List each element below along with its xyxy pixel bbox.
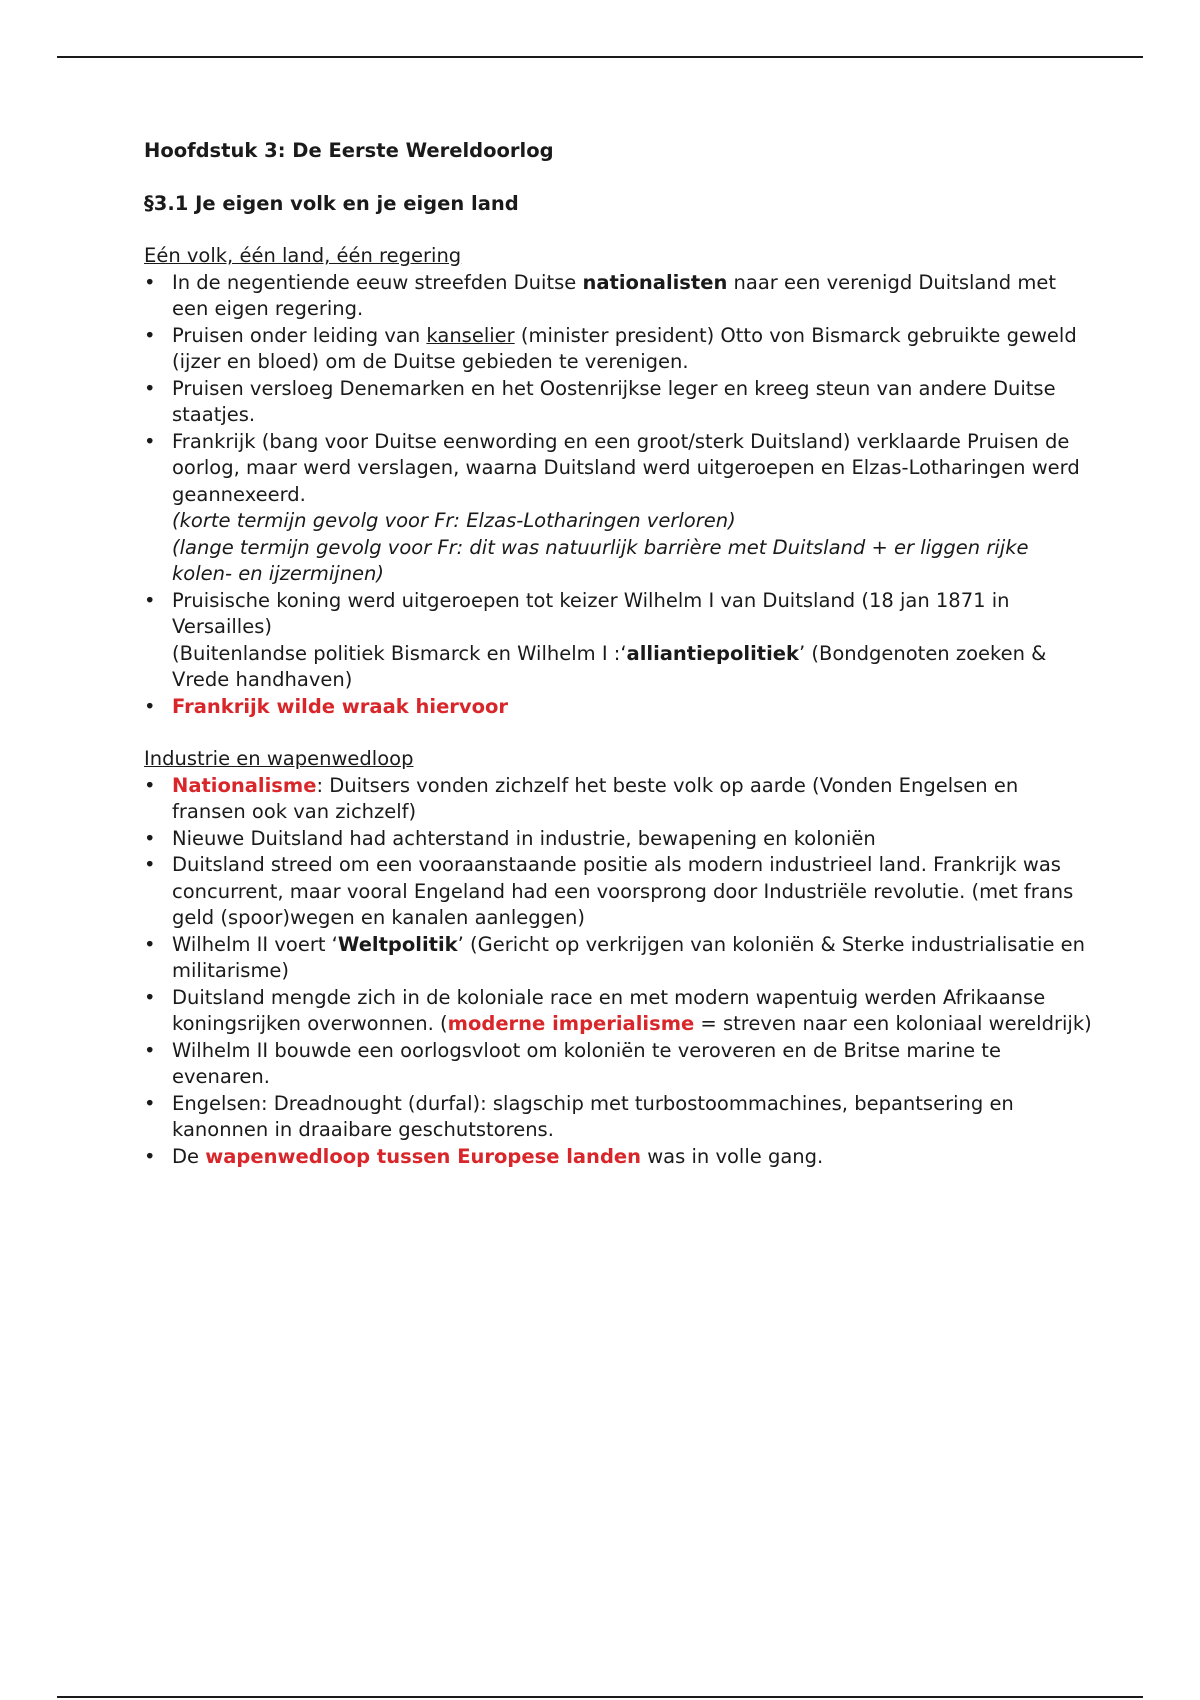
list-item: • Engelsen: Dreadnought (durfal): slagschip met turbostoommachines, bepantsering en kanonnen in draaibare geschutstorens. [144,1091,1094,1144]
list-item [144,932,1094,985]
red-emphasis: Frankrijk wilde wraak hiervoor [172,694,509,718]
bullet-list-een-volk [144,270,1094,721]
list-item [144,773,1094,826]
document-body [144,138,1094,1196]
chapter-title: Hoofdstuk 3: De Eerste Wereldoorlog [144,139,554,162]
italic-note: (lange termijn gevolg voor Fr: dit was natuurlijk barrière met Duitsland + er liggen rijke kolen- en ijzermijnen) [172,535,1029,585]
text: In de negentiende eeuw streefden Duitse [172,270,583,294]
italic-note: (korte termijn gevolg voor Fr: Elzas-Lotharingen verloren) [172,509,736,532]
underlined-term: kanselier [426,323,515,347]
list-item [144,429,1094,588]
list-item [144,985,1094,1038]
text: Wilhelm II voert ‘ [172,932,338,956]
bold-term: Weltpolitik [337,932,458,956]
text: De [172,1144,206,1168]
text: • Frankrijk (bang voor Duitse eenwording en een groot/sterk Duitsland) verklaarde Pruisen de oorlog, maar werd verslagen, waarna Duitsland werd uitgeroepen en Elzas-Lotharingen werd geannexeerd. [172,429,1080,506]
text: Duitsland mengde zich in de koloniale race en met modern wapentuig werden Afrikaanse koningsrijken overwonnen. ( [172,985,1046,1035]
list-item [144,694,1094,721]
list-item: • Duitsland streed om een vooraanstaande positie als modern industrieel land. Frankrijk was concurrent, maar vooral Engeland had een voorsprong door Industriële revolutie. (met frans geld (spoor)wegen en kanalen aanleggen) [144,852,1094,932]
bold-term: alliantiepolitiek [626,641,799,665]
text: was in volle gang. [641,1144,824,1168]
list-item [144,270,1094,323]
text: • Pruisische koning werd uitgeroepen tot keizer Wilhelm I van Duitsland (18 jan 1871 in Versailles) [172,588,1010,638]
text: (Buitenlandse politiek Bismarck en Wilhelm I :‘ [172,641,627,665]
bullet-list-industrie [144,773,1094,1171]
red-emphasis: moderne imperialisme [447,1012,695,1035]
bold-term: nationalisten [582,270,728,294]
text: (minister president) Otto von Bismarck gebruikte geweld (ijzer en bloed) om de Duitse gebieden te verenigen. [172,323,1077,373]
section-title-industrie: Industrie en wapenwedloop [144,747,414,770]
header-rule [57,56,1143,58]
red-emphasis: wapenwedloop tussen Europese landen [205,1144,642,1168]
section-title-een-volk: Eén volk, één land, één regering [144,244,462,267]
paragraph-title: §3.1 Je eigen volk en je eigen land [144,191,519,215]
text: naar een verenigd Duitsland met een eigen regering. [172,270,1056,320]
list-item [144,323,1094,376]
text: = streven naar een koloniaal wereldrijk) [694,1012,1092,1035]
footer-rule [57,1696,1143,1698]
list-item: • Nieuwe Duitsland had achterstand in industrie, bewapening en koloniën [144,826,1094,853]
text: ’ (Bondgenoten zoeken & Vrede handhaven) [172,641,1047,691]
text: Pruisen onder leiding van [172,323,427,347]
red-emphasis: Nationalisme [172,773,317,797]
list-item [144,588,1094,694]
text: ’ (Gericht op verkrijgen van koloniën & Sterke industrialisatie en militarisme) [172,932,1086,982]
text: : Duitsers vonden zichzelf het beste volk op aarde (Vonden Engelsen en fransen ook van zichzelf) [172,773,1019,823]
list-item: • Wilhelm II bouwde een oorlogsvloot om koloniën te veroveren en de Britse marine te evenaren. [144,1038,1094,1091]
list-item [144,1144,1094,1171]
list-item: • Pruisen versloeg Denemarken en het Oostenrijkse leger en kreeg steun van andere Duitse staatjes. [144,376,1094,429]
